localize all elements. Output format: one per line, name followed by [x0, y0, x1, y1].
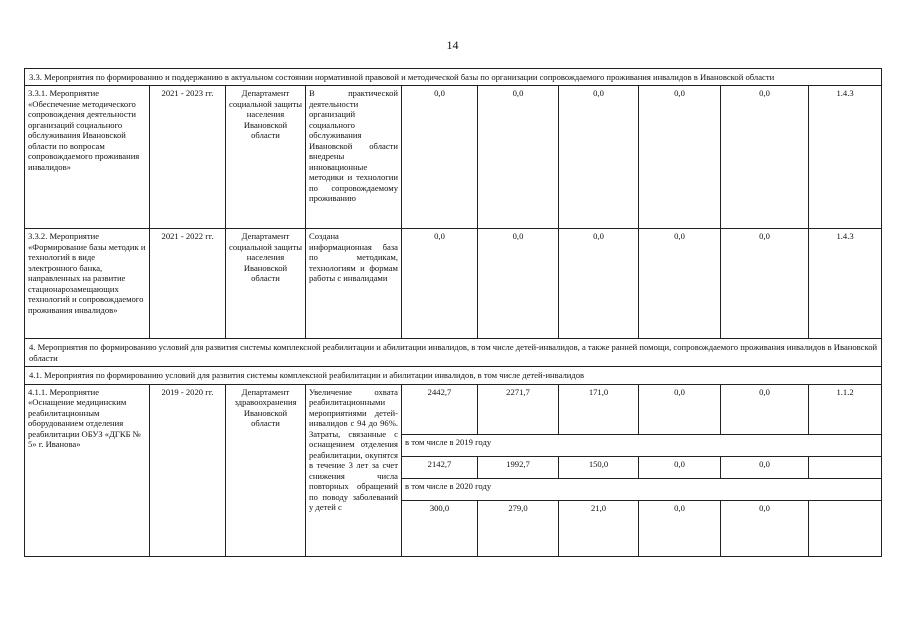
value-col-3: 0,0 [559, 86, 639, 229]
value-col-5: 0,0 [721, 86, 809, 229]
label-2019: в том числе в 2019 году [402, 434, 882, 456]
value-total: 2142,7 [402, 456, 478, 478]
measure-name: 3.3.2. Мероприятие «Формирование базы методик и технологий в виде электронного банка, направленных на развитие стационарозамещающих технологий и сопровождаемого проживания инвалидов» [25, 229, 150, 339]
table-row [25, 86, 882, 229]
section-header-row [25, 339, 882, 367]
program-table [24, 68, 882, 557]
value-col-2: 1992,7 [478, 456, 559, 478]
value-col-4: 0,0 [639, 500, 721, 556]
value-total: 0,0 [402, 86, 478, 229]
value-col-4: 0,0 [639, 456, 721, 478]
value-total: 300,0 [402, 500, 478, 556]
value-col-5: 0,0 [721, 384, 809, 434]
measure-period: 2019 - 2020 гг. [150, 384, 226, 556]
measure-executor: Департамент здравоохранения Ивановской области [226, 384, 306, 556]
section-3-3-title: 3.3. Мероприятия по формированию и поддержанию в актуальном состоянии нормативной правовой и методической базы по организации сопровождаемого проживания инвалидов в Ивановской области [25, 69, 882, 86]
measure-period: 2021 - 2023 гг. [150, 86, 226, 229]
value-col-2: 0,0 [478, 86, 559, 229]
indicator-code: 1.4.3 [809, 229, 882, 339]
measure-name: 4.1.1. Мероприятие «Оснащение медицинским реабилитационным оборудованием отделения реабилитации ОБУЗ «ДГКБ № 5» г. Иванова» [25, 384, 150, 556]
measure-period: 2021 - 2022 гг. [150, 229, 226, 339]
empty-cell [809, 456, 882, 478]
measure-result: В практической деятельности организаций социального обслуживания Ивановской области внедрены инновационные методики и технологии по сопровождаемому проживанию [306, 86, 402, 229]
value-col-4: 0,0 [639, 384, 721, 434]
value-col-3: 21,0 [559, 500, 639, 556]
indicator-code: 1.1.2 [809, 384, 882, 434]
value-col-2: 0,0 [478, 229, 559, 339]
section-header-row [25, 69, 882, 86]
measure-name: 3.3.1. Мероприятие «Обеспечение методического сопровождения деятельности организаций социального обслуживания Ивановской области по вопросам сопровождаемого проживания инвалидов» [25, 86, 150, 229]
value-col-3: 171,0 [559, 384, 639, 434]
value-total: 2442,7 [402, 384, 478, 434]
label-2020: в том числе в 2020 году [402, 478, 882, 500]
value-total: 0,0 [402, 229, 478, 339]
value-col-5: 0,0 [721, 456, 809, 478]
value-col-2: 2271,7 [478, 384, 559, 434]
indicator-code: 1.4.3 [809, 86, 882, 229]
table-row [25, 229, 882, 339]
value-col-4: 0,0 [639, 229, 721, 339]
measure-executor: Департамент социальной защиты населения Ивановской области [226, 86, 306, 229]
value-col-4: 0,0 [639, 86, 721, 229]
value-col-3: 0,0 [559, 229, 639, 339]
measure-result: Увеличение охвата реабилитационными мероприятиями детей-инвалидов с 94 до 96%. Затраты, связанные с оснащением отделения реабилитации, окупятся в течение 3 лет за счет снижения числа повторных обращений по поводу заболеваний у детей с [306, 384, 402, 556]
page-number: 14 [446, 38, 459, 52]
table-row [25, 384, 882, 434]
measure-executor: Департамент социальной защиты населения Ивановской области [226, 229, 306, 339]
value-col-2: 279,0 [478, 500, 559, 556]
section-4-1-title: 4.1. Мероприятия по формированию условий для развития системы комплексной реабилитации и абилитации инвалидов, в том числе детей-инвалидов [25, 367, 882, 384]
measure-result: Создана информационная база по методикам, технологиям и формам работы с инвалидами [306, 229, 402, 339]
section-4-title: 4. Мероприятия по формированию условий для развития системы комплексной реабилитации и абилитации инвалидов, в том числе детей-инвалидов, а также ранней помощи, сопровождаемого проживания инвалидов в Ивановской области [25, 339, 882, 367]
empty-cell [809, 500, 882, 556]
value-col-3: 150,0 [559, 456, 639, 478]
section-header-row [25, 367, 882, 384]
value-col-5: 0,0 [721, 500, 809, 556]
value-col-5: 0,0 [721, 229, 809, 339]
